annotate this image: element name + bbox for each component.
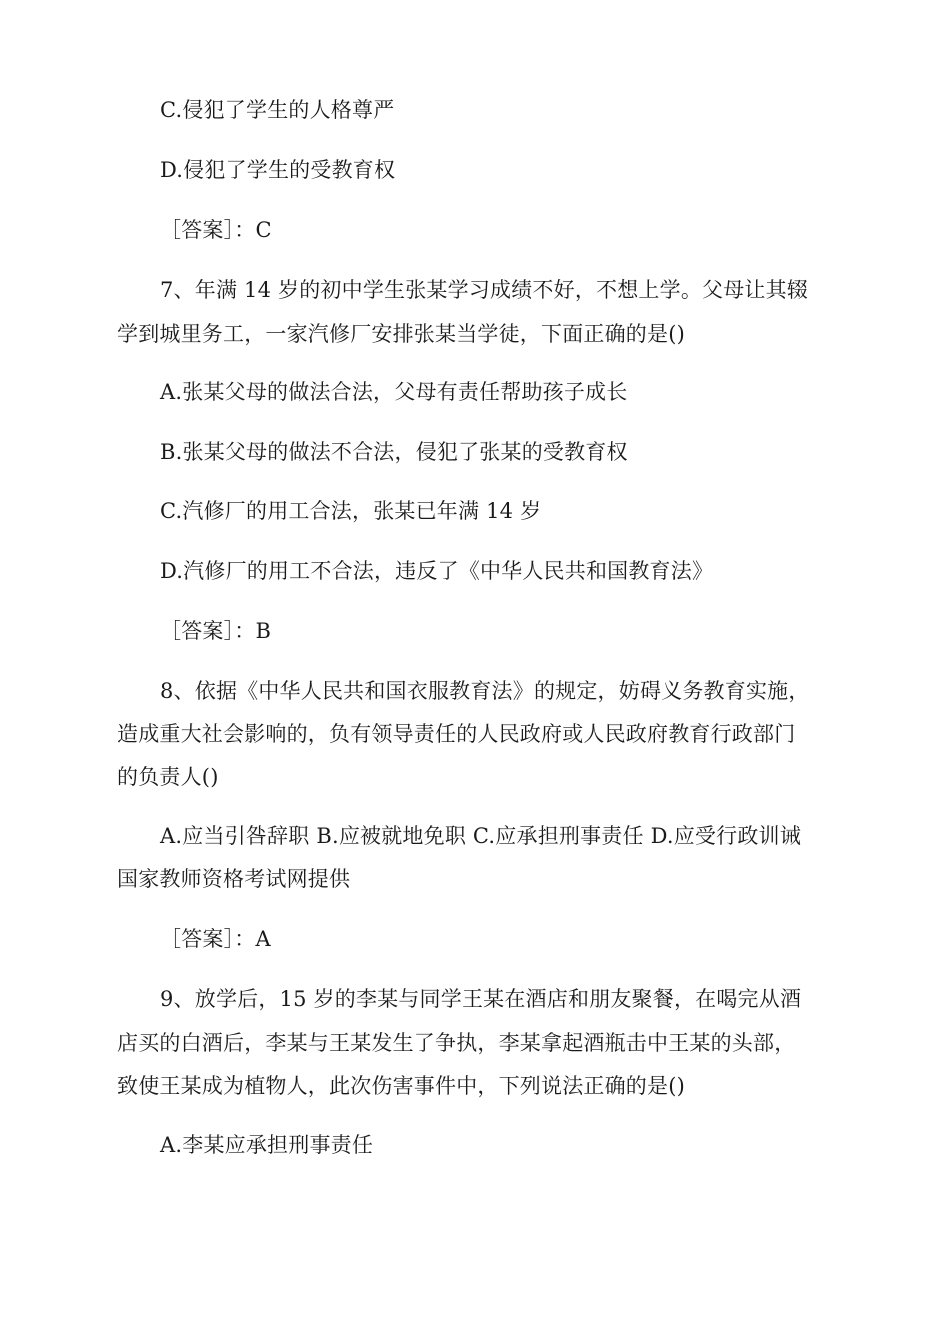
q7-option-a: A.张某父母的做法合法，父母有责任帮助孩子成长 (160, 380, 628, 404)
question-9-line-3: 致使王某成为植物人，此次伤害事件中，下列说法正确的是() (117, 1074, 685, 1098)
q7-answer: ［答案］：B (160, 619, 272, 643)
question-7-line-1: 7、年满 14 岁的初中学生张某学习成绩不好，不想上学。父母让其辍 (160, 278, 809, 302)
q9-option-a: A.李某应承担刑事责任 (160, 1133, 374, 1157)
q8-options-line: A.应当引咎辞职 B.应被就地免职 C.应承担刑事责任 D.应受行政训诫 (160, 824, 801, 848)
option-d-line: D.侵犯了学生的受教育权 (160, 158, 396, 182)
q8-source-line: 国家教师资格考试网提供 (117, 867, 351, 891)
answer-line: ［答案］：C (160, 218, 272, 242)
q7-option-c: C.汽修厂的用工合法，张某已年满 14 岁 (160, 499, 542, 523)
q8-answer: ［答案］：A (160, 927, 271, 951)
question-9-line-2: 店买的白酒后，李某与王某发生了争执，李某拿起酒瓶击中王某的头部， (117, 1031, 796, 1055)
question-8-line-2: 造成重大社会影响的，负有领导责任的人民政府或人民政府教育行政部门 (117, 722, 796, 746)
question-9-line-1: 9、放学后，15 岁的李某与同学王某在酒店和朋友聚餐，在喝完从酒 (160, 987, 802, 1011)
question-8-line-1: 8、依据《中华人民共和国衣服教育法》的规定，妨碍义务教育实施， (160, 679, 810, 703)
option-c-line: C.侵犯了学生的人格尊严 (160, 98, 395, 122)
q7-option-b: B.张某父母的做法不合法，侵犯了张某的受教育权 (160, 440, 628, 464)
question-8-line-3: 的负责人() (117, 765, 219, 789)
q7-option-d: D.汽修厂的用工不合法，违反了《中华人民共和国教育法》 (160, 559, 714, 583)
question-7-line-2: 学到城里务工，一家汽修厂安排张某当学徒，下面正确的是() (117, 322, 685, 346)
